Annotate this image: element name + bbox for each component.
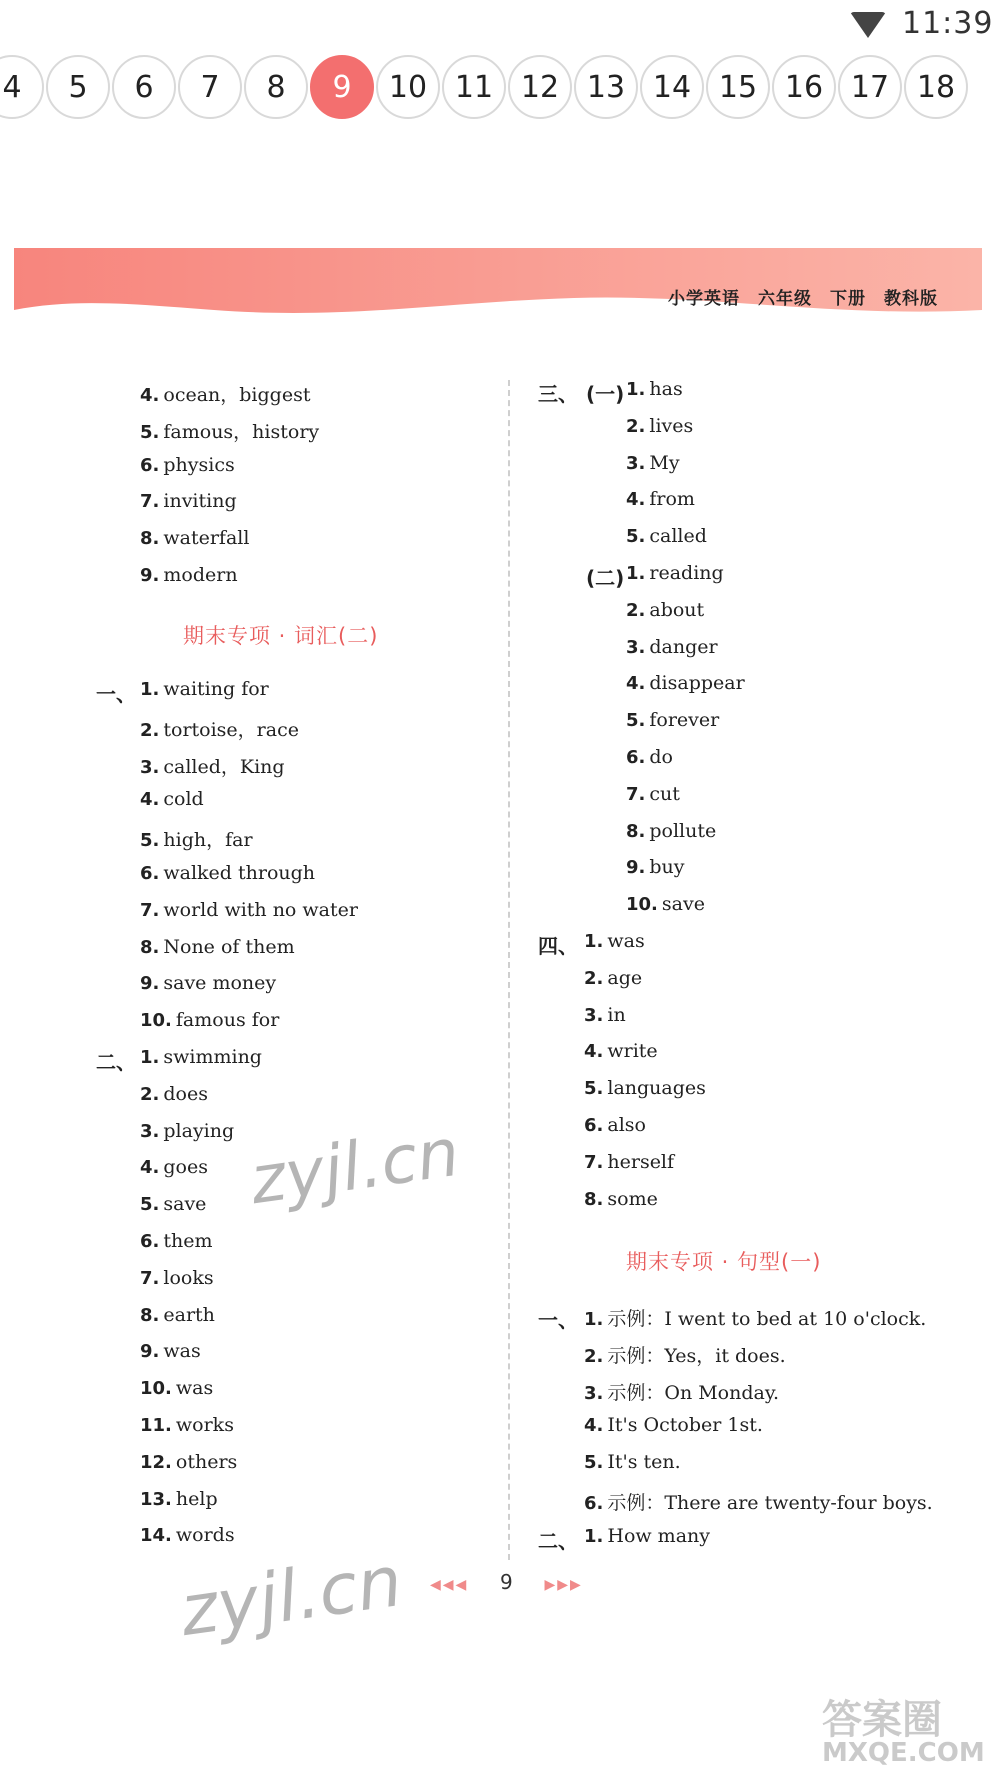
answer-item <box>140 490 237 512</box>
item-number: 5. <box>626 710 646 732</box>
item-number: 6. <box>584 1493 604 1514</box>
item-number: 2. <box>584 967 604 989</box>
item-answer: 示例：On Monday. <box>607 1381 780 1404</box>
page-button-15[interactable]: 15 <box>706 55 770 119</box>
item-number: 11. <box>140 1415 172 1436</box>
answer-item <box>584 1114 646 1136</box>
item-number: 5. <box>140 830 160 852</box>
item-answer: write <box>607 1040 658 1063</box>
page-button-7[interactable]: 7 <box>178 55 242 119</box>
item-number: 8. <box>140 528 160 550</box>
item-number: 9. <box>626 857 646 879</box>
part-label: 四、 <box>538 934 578 958</box>
answer-item <box>626 599 704 621</box>
sub-label: (二) <box>586 566 625 590</box>
answer-item <box>140 1340 201 1362</box>
part-label: 一、 <box>96 682 136 706</box>
item-number: 8. <box>140 936 160 958</box>
answer-item <box>140 825 253 852</box>
answer-item <box>584 1077 706 1099</box>
item-answer: buy <box>649 856 685 879</box>
answer-item <box>140 715 299 742</box>
answer-item <box>584 1188 658 1210</box>
item-answer: walked through <box>163 862 316 884</box>
item-answer: 示例：Yes，it does. <box>607 1344 786 1367</box>
item-answer: also <box>607 1114 646 1136</box>
item-answer: pollute <box>649 819 717 842</box>
item-answer: age <box>607 966 643 989</box>
item-answer: goes <box>163 1156 208 1179</box>
answer-item <box>140 1193 206 1215</box>
page-button-18[interactable]: 18 <box>904 55 968 119</box>
answer-item <box>140 1009 279 1031</box>
answer-item <box>584 1151 674 1173</box>
page-button-16[interactable]: 16 <box>772 55 836 119</box>
answer-item <box>140 1120 234 1142</box>
item-number: 4. <box>140 789 160 811</box>
item-number: 1. <box>584 1525 604 1547</box>
item-number: 12. <box>140 1451 172 1473</box>
answer-item <box>626 636 718 658</box>
answer-item <box>584 1414 763 1436</box>
item-number: 1. <box>140 679 160 700</box>
item-answer: inviting <box>163 490 237 513</box>
item-number: 2. <box>584 1345 604 1367</box>
item-answer: earth <box>163 1303 215 1326</box>
part-label: 二、 <box>96 1050 136 1074</box>
answer-item <box>140 1083 208 1105</box>
answer-item <box>584 1451 681 1473</box>
item-answer: famous，history <box>163 420 320 443</box>
answer-item <box>140 1230 213 1252</box>
item-answer: tortoise，race <box>163 718 299 741</box>
answer-item <box>584 1341 786 1368</box>
item-answer: It's October 1st. <box>607 1414 763 1437</box>
item-number: 10. <box>140 1010 172 1032</box>
item-number: 5. <box>140 421 160 443</box>
item-answer: has <box>649 378 683 400</box>
answer-item <box>626 709 719 731</box>
page-button-17[interactable]: 17 <box>838 55 902 119</box>
part-label: 一、 <box>538 1308 578 1332</box>
item-answer: danger <box>649 635 718 658</box>
item-number: 8. <box>140 1304 160 1326</box>
item-number: 8. <box>626 820 646 842</box>
answer-item <box>626 562 724 584</box>
item-number: 5. <box>626 526 646 548</box>
item-number: 4. <box>626 489 646 511</box>
answer-item <box>626 783 680 805</box>
item-number: 3. <box>626 452 646 474</box>
item-answer: was <box>607 930 645 952</box>
item-number: 6. <box>584 1115 604 1136</box>
item-number: 3. <box>626 636 646 658</box>
answer-item <box>140 936 295 958</box>
item-number: 7. <box>140 1267 160 1289</box>
page-button-9[interactable]: 9 <box>310 55 374 119</box>
item-answer: others <box>175 1450 238 1473</box>
answer-item <box>140 454 235 476</box>
item-number: 9. <box>140 1341 160 1363</box>
answer-item <box>584 1378 779 1405</box>
page-button-11[interactable]: 11 <box>442 55 506 119</box>
item-number: 6. <box>140 1231 160 1252</box>
answer-item <box>140 527 249 549</box>
item-number: 1. <box>140 1047 160 1068</box>
item-number: 6. <box>140 863 160 884</box>
answer-item <box>626 893 705 915</box>
item-answer: does <box>163 1082 208 1105</box>
answer-item <box>140 788 204 810</box>
answer-item <box>626 452 680 474</box>
item-number: 5. <box>584 1078 604 1100</box>
item-number: 4. <box>140 385 160 406</box>
answer-item <box>584 1040 658 1062</box>
page-button-10[interactable]: 10 <box>376 55 440 119</box>
item-answer: from <box>649 488 695 511</box>
item-answer: 示例：I went to bed at 10 o'clock. <box>607 1308 927 1330</box>
answer-item <box>584 1304 926 1331</box>
answer-item <box>626 672 745 694</box>
answer-item <box>626 856 685 878</box>
book-info: 小学英语 六年级 下册 教科版 <box>668 289 938 309</box>
item-answer: 示例：There are twenty-four boys. <box>607 1492 933 1514</box>
item-number: 6. <box>626 747 646 768</box>
item-answer: called <box>649 525 707 548</box>
answer-item <box>140 1377 213 1399</box>
item-number: 9. <box>140 565 160 586</box>
item-answer: physics <box>163 453 235 476</box>
answer-item <box>140 678 269 700</box>
item-number: 7. <box>140 491 160 513</box>
item-answer: was <box>163 1340 201 1363</box>
item-answer: reading <box>649 562 724 584</box>
item-answer: My <box>649 451 680 474</box>
item-answer: some <box>607 1187 658 1210</box>
answer-item <box>140 752 285 779</box>
item-answer: about <box>649 598 705 621</box>
page-footer <box>430 1570 583 1594</box>
section-title: 期末专项 · 词汇(二) <box>183 624 379 648</box>
watermark: zyjl.cn <box>175 1539 407 1653</box>
item-number: 6. <box>140 454 160 476</box>
prev-arrows-icon[interactable]: ◀◀◀ <box>430 1577 469 1593</box>
watermark: zyjl.cn <box>245 1113 464 1220</box>
watermark: 答案圈 <box>822 1697 942 1743</box>
item-number: 3. <box>584 1382 604 1404</box>
page-number: 9 <box>500 1570 513 1594</box>
item-answer: ocean，biggest <box>163 384 311 406</box>
page-button-13[interactable]: 13 <box>574 55 638 119</box>
page-button-14[interactable]: 14 <box>640 55 704 119</box>
answer-item <box>140 1524 235 1546</box>
wifi-icon <box>850 12 886 38</box>
answer-item <box>140 1267 214 1289</box>
section-title: 期末专项 · 句型(一) <box>626 1250 822 1274</box>
item-answer: works <box>175 1414 234 1436</box>
item-answer: in <box>607 1003 626 1026</box>
answer-item <box>584 1525 710 1547</box>
answer-item <box>140 1451 237 1473</box>
item-number: 4. <box>140 1157 160 1179</box>
item-answer: them <box>163 1230 213 1252</box>
item-answer: swimming <box>163 1046 262 1068</box>
item-answer: looks <box>163 1266 214 1289</box>
item-answer: waterfall <box>163 527 250 550</box>
item-number: 3. <box>140 756 160 778</box>
item-answer: languages <box>607 1077 706 1100</box>
item-number: 7. <box>584 1151 604 1173</box>
item-answer: cold <box>163 788 204 811</box>
item-answer: save money <box>163 972 277 995</box>
next-arrows-icon[interactable]: ▶▶▶ <box>544 1577 583 1593</box>
answer-item <box>140 1304 215 1326</box>
answer-item <box>140 1156 208 1178</box>
item-number: 8. <box>584 1188 604 1210</box>
page-button-4[interactable]: 4 <box>0 55 44 119</box>
item-number: 1. <box>584 1309 604 1330</box>
answer-item <box>140 862 315 884</box>
item-number: 1. <box>626 563 646 584</box>
item-answer: save <box>661 893 705 916</box>
item-answer: It's ten. <box>607 1451 681 1474</box>
answer-item <box>626 746 673 768</box>
answer-item <box>626 525 707 547</box>
item-number: 7. <box>626 783 646 805</box>
answer-item <box>140 380 310 407</box>
page-button-6[interactable]: 6 <box>112 55 176 119</box>
page-selector <box>0 55 1000 125</box>
item-number: 2. <box>626 415 646 437</box>
item-number: 14. <box>140 1525 172 1547</box>
answer-item <box>140 972 276 994</box>
item-number: 4. <box>584 1041 604 1063</box>
sub-label: (一) <box>586 382 625 406</box>
item-answer: help <box>175 1487 218 1510</box>
column-divider <box>508 380 510 1560</box>
answer-item <box>584 1004 626 1026</box>
answer-item <box>584 967 642 989</box>
item-answer: None of them <box>163 935 295 958</box>
answer-item <box>140 899 358 921</box>
answer-item <box>584 930 645 952</box>
item-answer: famous for <box>175 1009 280 1032</box>
clock: 11:39 <box>902 6 994 41</box>
item-number: 5. <box>584 1452 604 1474</box>
item-answer: called，King <box>163 755 285 778</box>
item-number: 2. <box>140 719 160 741</box>
answer-item <box>626 378 683 400</box>
item-number: 1. <box>584 931 604 952</box>
item-answer: disappear <box>649 672 745 695</box>
watermark: MXQE.COM <box>822 1738 985 1768</box>
item-number: 7. <box>140 899 160 921</box>
item-number: 13. <box>140 1488 172 1510</box>
item-answer: save <box>163 1193 207 1216</box>
page-button-8[interactable]: 8 <box>244 55 308 119</box>
page-button-12[interactable]: 12 <box>508 55 572 119</box>
item-number: 4. <box>626 673 646 695</box>
item-answer: words <box>175 1524 235 1547</box>
item-number: 9. <box>140 973 160 995</box>
item-answer: forever <box>649 709 720 732</box>
answer-item <box>140 417 319 444</box>
answer-item <box>584 1488 933 1515</box>
part-label: 二、 <box>538 1528 578 1553</box>
item-answer: How many <box>607 1524 711 1547</box>
item-answer: cut <box>649 782 680 805</box>
item-answer: high，far <box>163 829 253 852</box>
item-number: 2. <box>140 1083 160 1105</box>
item-answer: herself <box>607 1150 675 1173</box>
item-number: 1. <box>626 379 646 400</box>
answer-item <box>140 564 238 586</box>
page-button-5[interactable]: 5 <box>46 55 110 119</box>
item-answer: playing <box>163 1119 235 1142</box>
item-answer: waiting for <box>163 678 269 700</box>
item-answer: modern <box>163 564 238 586</box>
answer-item <box>626 820 716 842</box>
answer-item <box>626 488 695 510</box>
answer-item <box>140 1046 262 1068</box>
answer-item <box>140 1488 218 1510</box>
item-number: 10. <box>140 1378 172 1400</box>
item-number: 5. <box>140 1194 160 1216</box>
item-answer: do <box>649 746 673 768</box>
item-answer: lives <box>649 414 694 437</box>
item-answer: world with no water <box>163 898 358 921</box>
item-answer: was <box>175 1377 214 1400</box>
status-bar <box>0 0 1000 52</box>
item-number: 10. <box>626 894 658 916</box>
answer-item <box>626 415 693 437</box>
item-number: 3. <box>584 1004 604 1026</box>
item-number: 2. <box>626 599 646 621</box>
part-label: 三、 <box>538 382 578 406</box>
item-number: 3. <box>140 1120 160 1142</box>
answer-item <box>140 1414 234 1436</box>
item-number: 4. <box>584 1415 604 1437</box>
